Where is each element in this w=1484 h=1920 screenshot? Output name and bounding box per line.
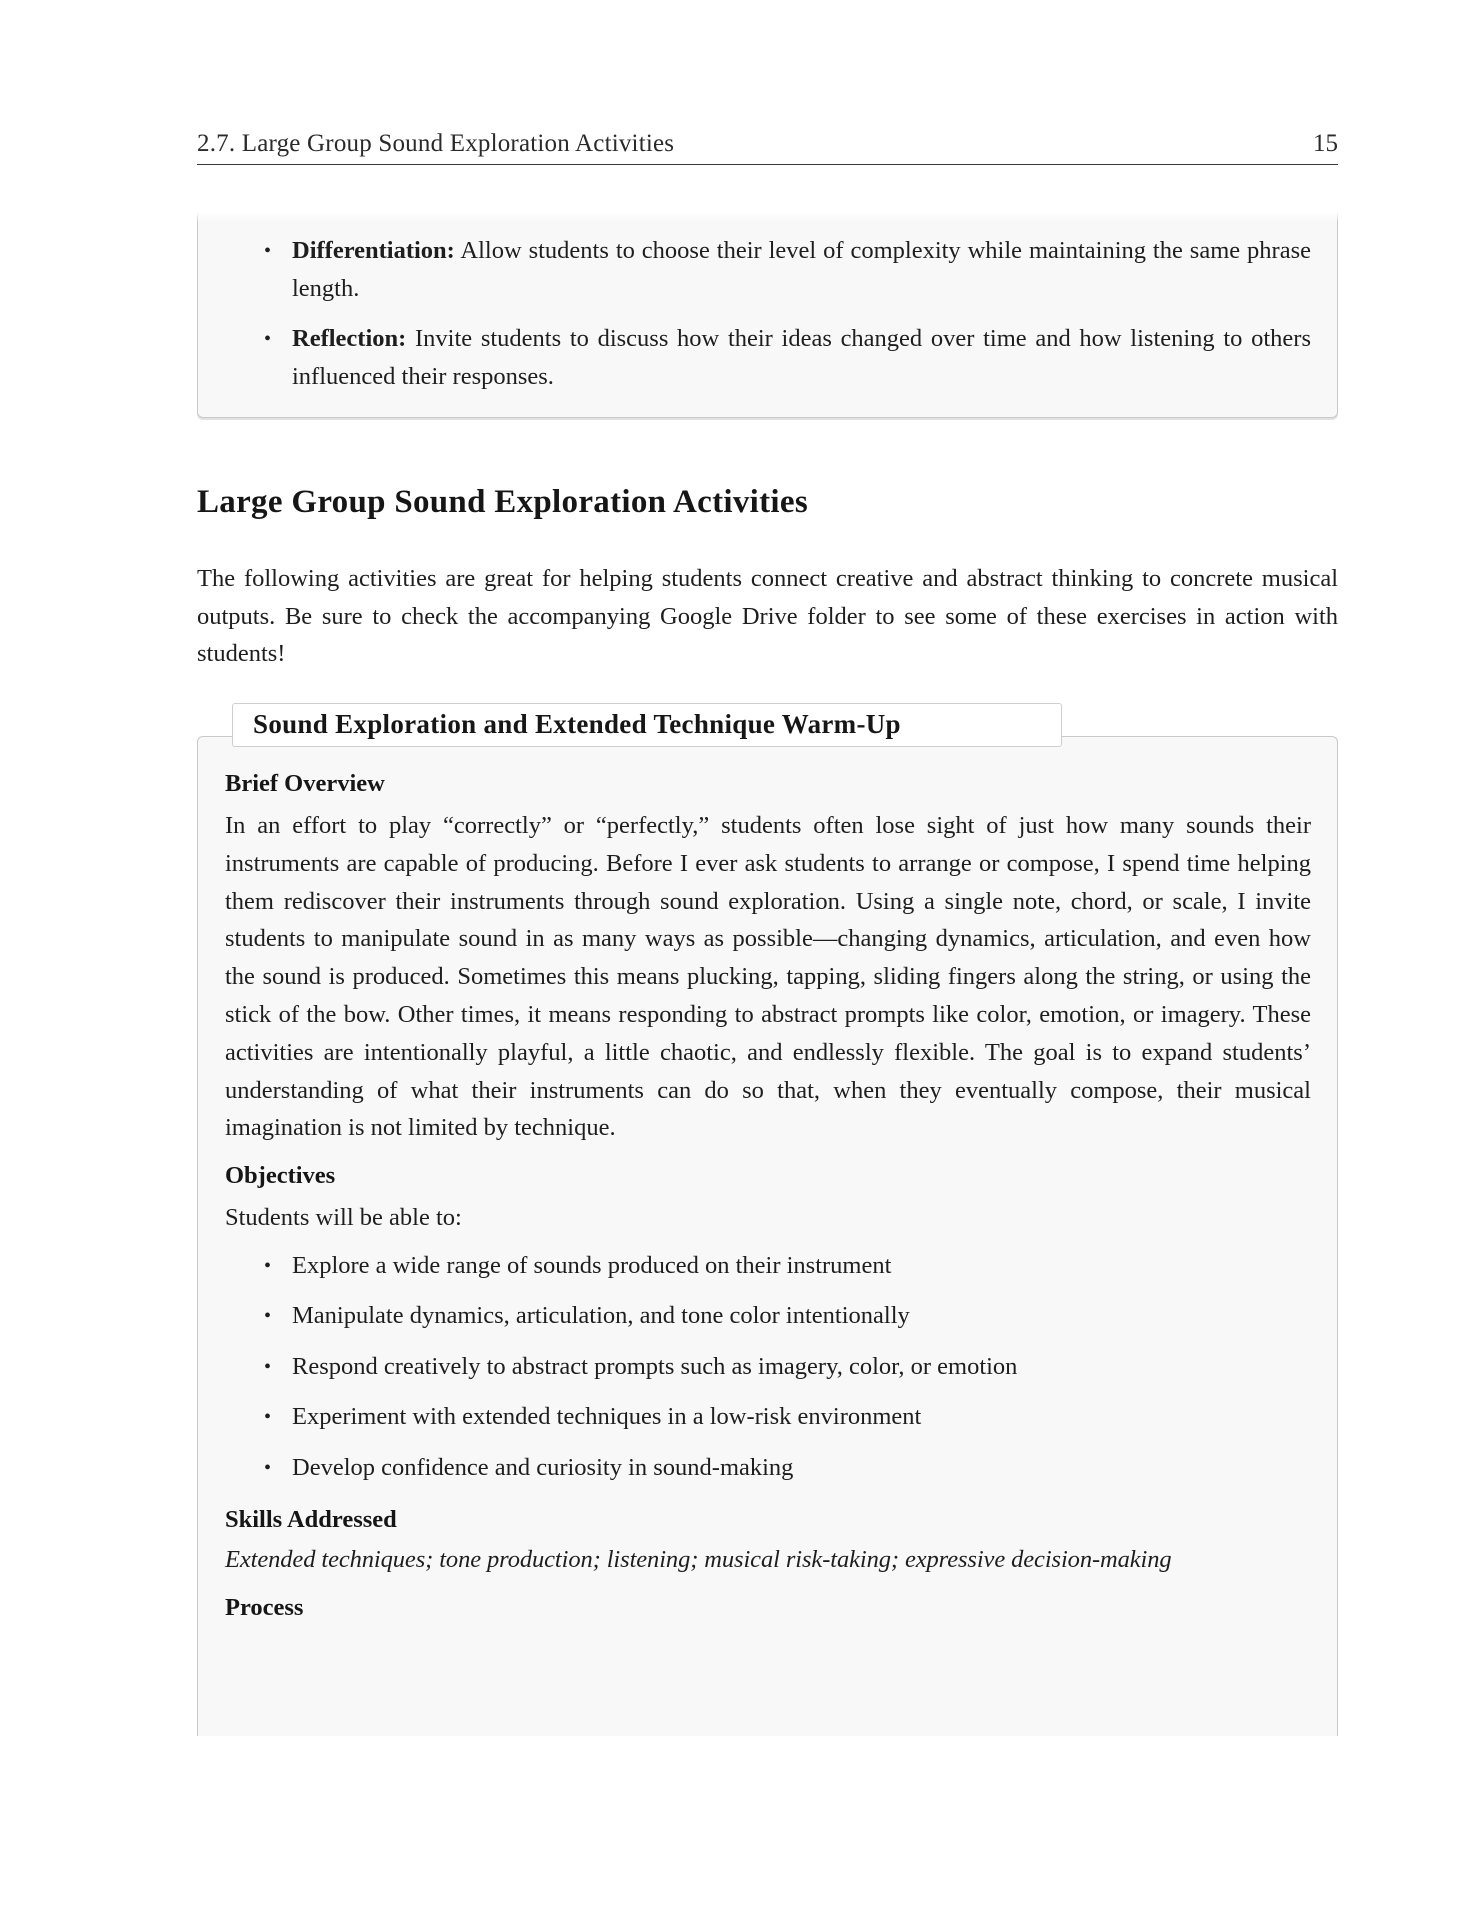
list-item: [264, 1449, 1311, 1487]
list-item: [264, 1348, 1311, 1386]
section-heading: Large Group Sound Exploration Activities: [197, 484, 808, 520]
bullet-icon: •: [264, 1254, 272, 1277]
list-item: [264, 1247, 1311, 1285]
bullet-icon: •: [264, 1355, 272, 1378]
list-item-reflection: [264, 320, 1311, 396]
continued-activity-box: [197, 212, 1338, 418]
objectives-heading: Objectives: [225, 1162, 336, 1190]
list-item-term: Reflection:: [292, 325, 407, 352]
objective-text: Respond creatively to abstract prompts such as imagery, color, or emotion: [292, 1352, 1018, 1380]
section-intro-paragraph: The following activities are great for helping students connect creative and abstract thinking to concrete musical outputs. Be sure to check the accompanying Google Drive folder to see some of these exercises in action with students!: [197, 565, 1338, 667]
skills-text: Extended techniques; tone production; listening; musical risk-taking; expressive decision-making: [225, 1545, 1172, 1573]
continued-bullet-list: [264, 232, 1311, 408]
page-number: 15: [1313, 130, 1338, 157]
list-item-text: Invite students to discuss how their ideas changed over time and how listening to others influenced their responses.: [292, 325, 1311, 390]
list-item: [264, 1297, 1311, 1335]
activity-title: Sound Exploration and Extended Technique Warm-Up: [232, 703, 1062, 747]
objective-text: Explore a wide range of sounds produced on their instrument: [292, 1251, 892, 1279]
list-item: [264, 1398, 1311, 1436]
bullet-icon: •: [264, 328, 272, 350]
objective-text: Manipulate dynamics, articulation, and tone color intentionally: [292, 1302, 910, 1330]
bullet-icon: •: [264, 1456, 272, 1479]
skills-heading: Skills Addressed: [225, 1505, 397, 1533]
list-item-text: Allow students to choose their level of complexity while maintaining the same phrase length.: [292, 237, 1311, 302]
objectives-lead: Students will be able to:: [225, 1204, 462, 1232]
running-title: 2.7. Large Group Sound Exploration Activities: [197, 130, 675, 157]
activity-content: [225, 767, 1311, 1625]
activity-box: [197, 736, 1338, 1736]
objective-text: Develop confidence and curiosity in sound-making: [292, 1453, 794, 1481]
bullet-icon: •: [264, 240, 272, 262]
overview-heading: Brief Overview: [225, 770, 385, 797]
list-item-differentiation: [264, 232, 1311, 308]
objectives-list: [264, 1247, 1311, 1487]
overview-paragraph: In an effort to play “correctly” or “perfectly,” students often lose sight of just how many sounds their instruments are capable of producing. Before I ever ask students to arrange or compose, I spend time helping them rediscover their instruments through sound exploration. Using a single note, chord, or scale, I invite students to manipulate sound in as many ways as possible—changing dynamics, articulation, and even how the sound is produced. Sometimes this means plucking, tapping, sliding fingers along the string, or using the stick of the bow. Other times, it means responding to abstract prompts like color, emotion, or imagery. These activities are intentionally playful, a little chaotic, and endlessly flexible. The goal is to expand students’ understanding of what their instruments can do so that, when they eventually compose, their musical imagination is not limited by technique.: [225, 812, 1311, 1142]
bullet-icon: •: [264, 1406, 272, 1429]
list-item-term: Differentiation:: [292, 237, 455, 264]
bullet-icon: •: [264, 1305, 272, 1328]
process-heading: Process: [225, 1593, 304, 1621]
objective-text: Experiment with extended techniques in a low-risk environment: [292, 1403, 922, 1431]
page-header: [197, 128, 1338, 165]
